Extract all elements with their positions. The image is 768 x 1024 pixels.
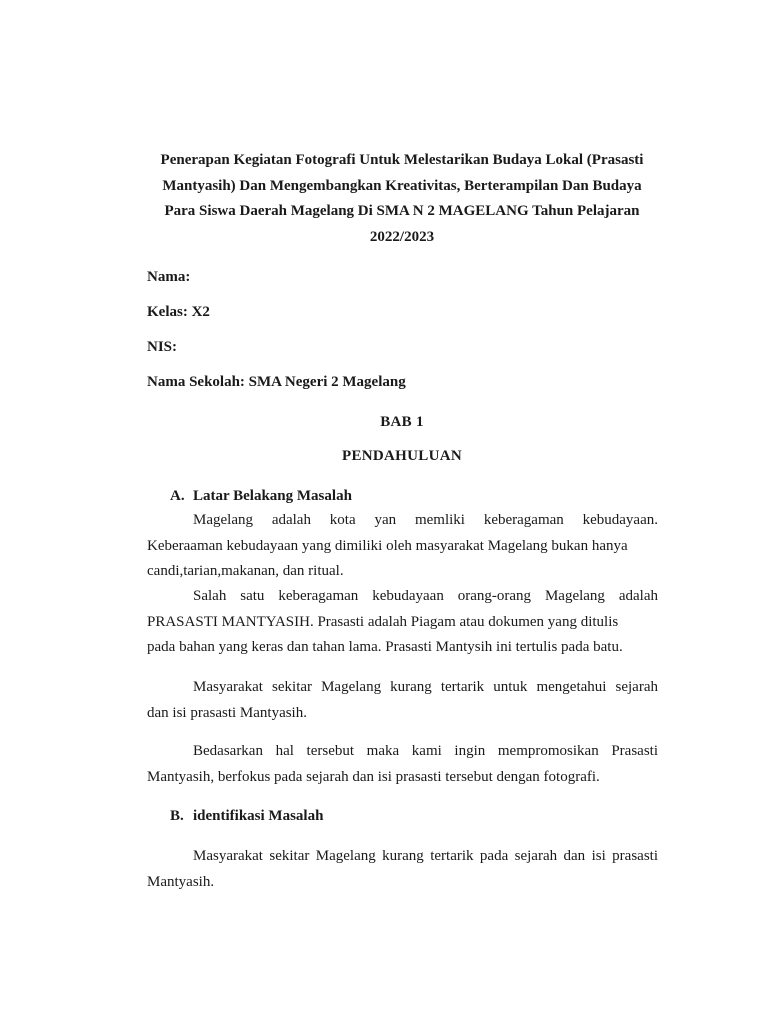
section-letter: A. [170, 488, 185, 504]
section-letter: B. [170, 808, 184, 824]
paragraph [147, 675, 658, 726]
title-line: Para Siswa Daerah Magelang Di SMA N 2 MAGELANG Tahun Pelajaran [164, 203, 640, 219]
paragraph [147, 844, 658, 895]
section-title: identifikasi Masalah [193, 808, 324, 824]
paragraph-line: Mantyasih, berfokus pada sejarah dan isi prasasti tersebut dengan fotografi. [147, 768, 600, 785]
field-kelas: Kelas: X2 [147, 304, 210, 320]
section-heading-b [170, 806, 323, 826]
section-heading-a [170, 486, 352, 506]
paragraph-line: Mantyasih. [147, 873, 215, 890]
field-nama-sekolah: Nama Sekolah: SMA Negeri 2 Magelang [147, 374, 406, 390]
paragraph [147, 584, 658, 661]
title-line: Mantyasih) Dan Mengembangkan Kreativitas, Berterampilan Dan Budaya [162, 177, 642, 194]
paragraph-line: Salah satu keberagaman kebudayaan orang-orang Magelang adalah [193, 588, 658, 604]
title-line: Penerapan Kegiatan Fotografi Untuk Melestarikan Budaya Lokal (Prasasti [160, 152, 644, 168]
paragraph-line: PRASASTI MANTYASIH. Prasasti adalah Piagam atau dokumen yang ditulis [147, 613, 619, 630]
title-line: 2022/2023 [369, 228, 435, 245]
paragraph-line: dan isi prasasti Mantyasih. [147, 704, 307, 721]
field-nama: Nama: [147, 269, 191, 285]
paragraph [147, 508, 658, 585]
paragraph-line: Keberaaman kebudayaan yang dimiliki oleh masyarakat Magelang bukan hanya [147, 537, 628, 554]
chapter-number: BAB 1 [380, 414, 424, 430]
section-title: Latar Belakang Masalah [193, 488, 352, 504]
document-title [140, 148, 664, 250]
chapter-title: PENDAHULUAN [342, 448, 462, 464]
paragraph-line: Bedasarkan hal tersebut maka kami ingin mempromosikan Prasasti [193, 743, 658, 759]
paragraph-line: candi,tarian,makanan, dan ritual. [147, 563, 344, 579]
field-nis: NIS: [147, 339, 178, 355]
paragraph-line: Masyarakat sekitar Magelang kurang tertarik pada sejarah dan isi prasasti [193, 848, 658, 864]
paragraph [147, 739, 658, 790]
paragraph-line: Masyarakat sekitar Magelang kurang tertarik untuk mengetahui sejarah [193, 679, 658, 695]
paragraph-line: Magelang adalah kota yan memliki keberagaman kebudayaan. [193, 512, 658, 528]
paragraph-line: pada bahan yang keras dan tahan lama. Prasasti Mantysih ini tertulis pada batu. [147, 639, 623, 655]
